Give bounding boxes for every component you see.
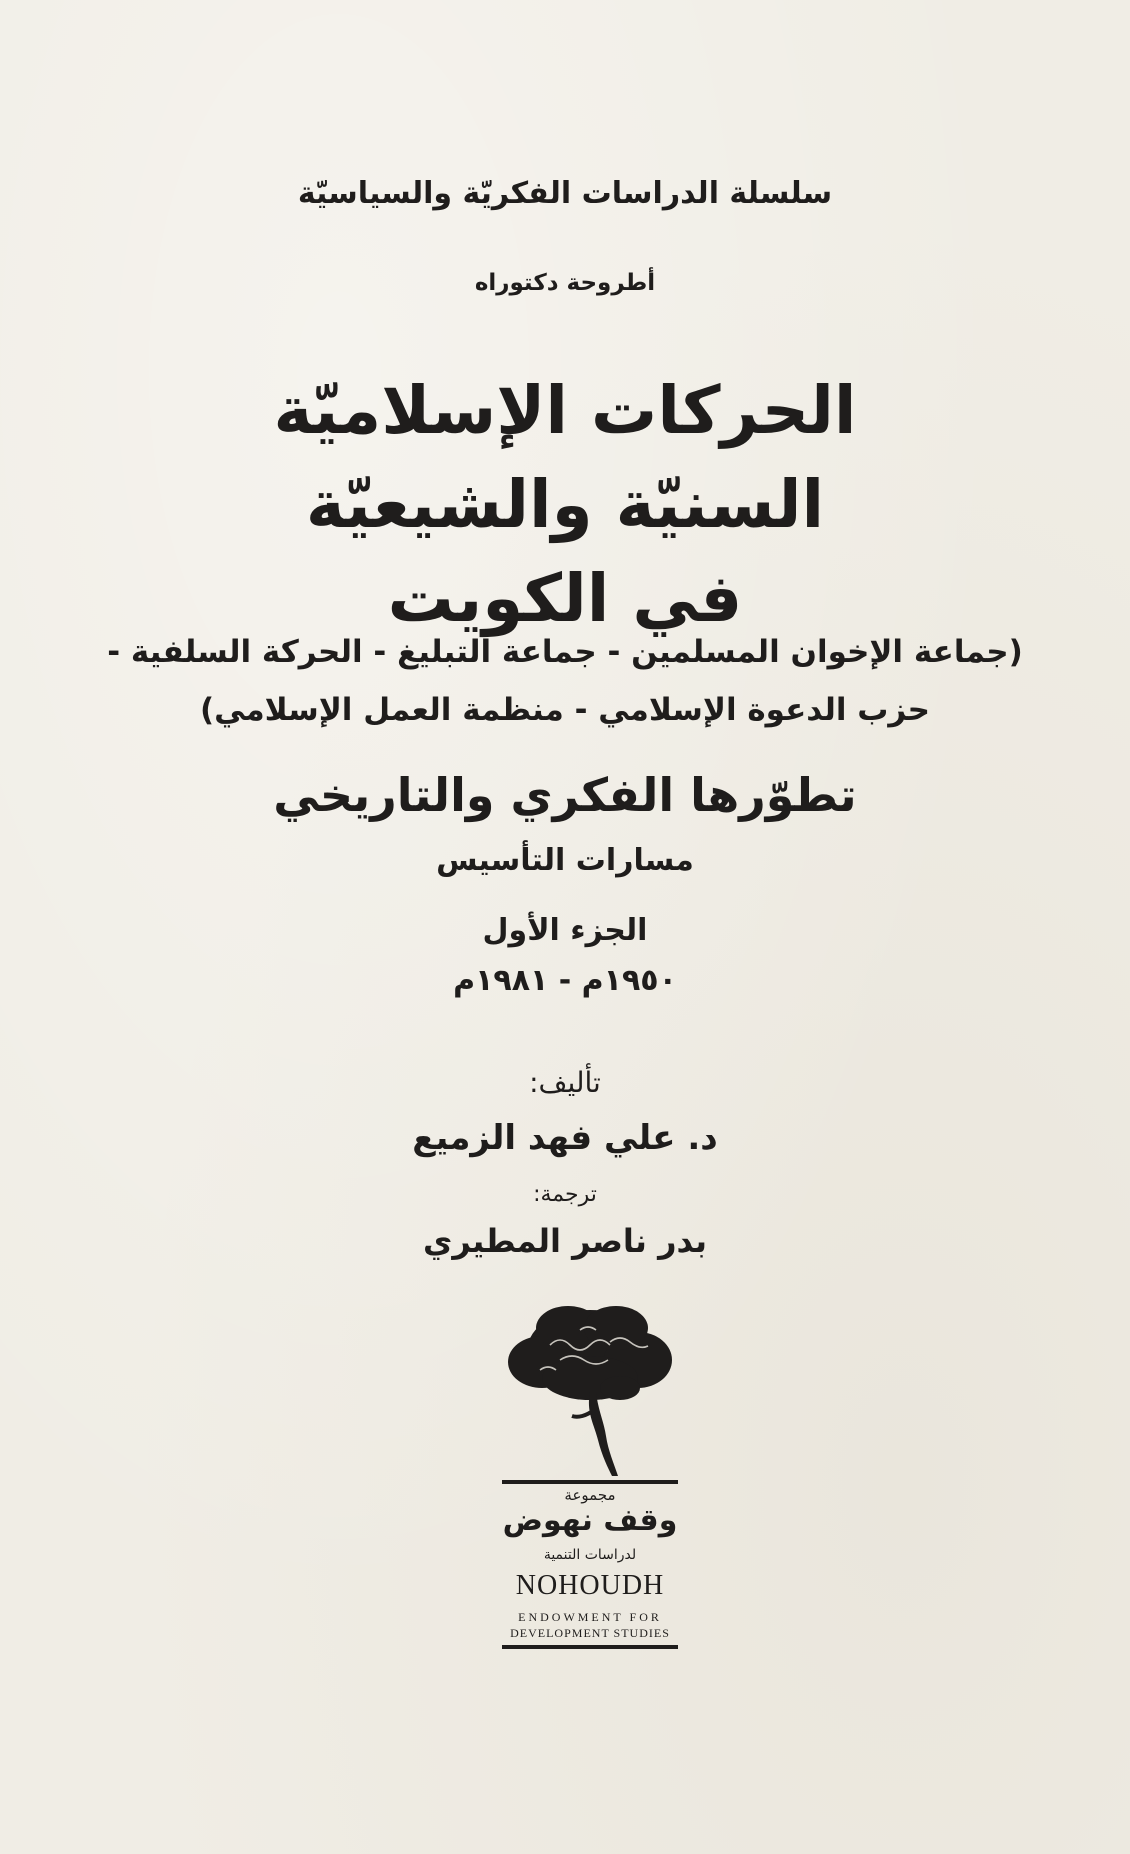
series-title: سلسلة الدراسات الفكريّة والسياسيّة — [297, 176, 833, 211]
logo-arabic-name: وقف نهوض — [502, 1503, 678, 1538]
logo-rule-bottom — [502, 1645, 678, 1649]
logo-english-name: NOHOUDH — [515, 1570, 665, 1601]
volume-part: الجزء الأول — [482, 913, 648, 948]
book-title-line-1: الحركات الإسلاميّة — [273, 372, 857, 449]
book-paths: مسارات التأسيس — [436, 843, 694, 878]
logo-rule-top — [502, 1480, 678, 1484]
tree-icon — [490, 1300, 690, 1480]
logo-arabic-top: مجموعة — [564, 1486, 616, 1504]
author-label: تأليف: — [529, 1066, 601, 1099]
thesis-label: أطروحة دكتوراه — [474, 270, 656, 296]
book-subtitle: تطوّرها الفكري والتاريخي — [273, 768, 857, 822]
year-range: ١٩٥٠م - ١٩٨١م — [453, 963, 677, 998]
translator-label: ترجمة: — [533, 1182, 597, 1207]
groups-line-2: حزب الدعوة الإسلامي - منظمة العمل الإسلامي) — [199, 692, 931, 728]
translator-name: بدر ناصر المطيري — [423, 1222, 707, 1260]
book-title-line-3: في الكويت — [387, 560, 743, 637]
logo-english-sub-1: ENDOWMENT FOR — [518, 1610, 662, 1624]
groups-line-1: (جماعة الإخوان المسلمين - جماعة التبليغ - الحركة السلفية - — [107, 634, 1023, 670]
logo-english-sub-2: DEVELOPMENT STUDIES — [510, 1626, 670, 1640]
author-name: د. علي فهد الزميع — [412, 1118, 718, 1158]
publisher-logo — [470, 1300, 710, 1660]
book-title-line-2: السنيّة والشيعيّة — [305, 466, 825, 543]
logo-arabic-sub: لدراسات التنمية — [543, 1547, 637, 1563]
